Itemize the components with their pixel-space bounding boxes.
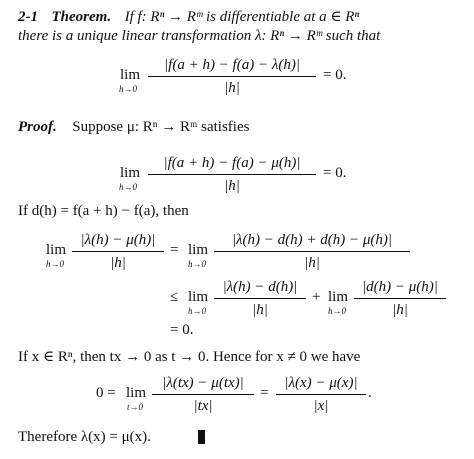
theorem-statement-line1: If f: Rⁿ → Rᵐ is differentiable at a ∈ Rⁿ [124, 9, 360, 25]
if-x-line: If x ∈ Rⁿ, then tx → 0 as t → 0. Hence for x ≠ 0 we have [18, 349, 361, 365]
eq3-r2b-lim-sub: h→0 [328, 306, 346, 316]
eq1-numerator: |f(a + h) − f(a) − λ(h)| [164, 57, 300, 73]
eq3-lhs-bar [72, 251, 164, 252]
eq3-lhs-lim: lim [46, 242, 67, 258]
eq3-r2a-bar [214, 298, 306, 299]
eq3-r1-bar [214, 251, 410, 252]
eq3-r1-lim-sub: h→0 [188, 259, 206, 269]
eq2-lim: lim [120, 165, 141, 181]
eq2-lim-sub: h→0 [119, 182, 137, 192]
eq4-denominator-2: |x| [313, 398, 329, 414]
eq3-zero: = 0. [170, 322, 194, 338]
define-d-line: If d(h) = f(a + h) − f(a), then [18, 203, 189, 219]
eq4-denominator: |tx| [193, 398, 213, 414]
proof-label: Proof. [18, 119, 57, 135]
eq3-r1-numerator: |λ(h) − d(h) + d(h) − μ(h)| [231, 232, 393, 248]
eq4-bar-2 [276, 394, 366, 395]
theorem-label: Theorem. [51, 9, 112, 25]
eq3-lhs-lim-sub: h→0 [46, 259, 64, 269]
eq3-r1-lim: lim [188, 242, 209, 258]
eq3-le: ≤ [170, 289, 179, 305]
eq3-r2a-numerator: |λ(h) − d(h)| [222, 279, 298, 295]
eq4-end: . [368, 385, 372, 401]
eq4-lim: lim [126, 385, 147, 401]
eq1-lim-sub: h→0 [119, 84, 137, 94]
eq1-denominator: |h| [224, 80, 240, 96]
eq4-lim-sub: t→0 [127, 402, 144, 412]
eq3-lhs-numerator: |λ(h) − μ(h)| [80, 232, 156, 248]
eq1-lim: lim [120, 67, 141, 83]
eq3-r2a-lim: lim [188, 289, 209, 305]
eq1-fraction-bar [148, 76, 316, 77]
proof-intro [18, 118, 249, 136]
eq3-r2a-lim-sub: h→0 [188, 306, 206, 316]
eq2-denominator: |h| [224, 178, 240, 194]
qed-box-icon [198, 430, 205, 444]
eq2-fraction-bar [148, 174, 316, 175]
eq2-numerator: |f(a + h) − f(a) − μ(h)| [163, 155, 301, 171]
theorem-number: 2-1 [18, 9, 38, 25]
eq2-rhs: = 0. [323, 165, 347, 181]
eq4-numerator-2: |λ(x) − μ(x)| [284, 375, 358, 391]
eq4-zero-eq: 0 = [96, 385, 116, 401]
eq3-r1-denominator: |h| [304, 255, 320, 271]
eq3-equals: = [170, 242, 179, 258]
conclusion-line: Therefore λ(x) = μ(x). [18, 429, 151, 445]
eq3-r2a-denominator: |h| [252, 302, 268, 318]
eq3-lhs-denominator: |h| [110, 255, 126, 271]
theorem-header [18, 8, 359, 26]
eq3-r2b-numerator: |d(h) − μ(h)| [362, 279, 438, 295]
eq3-plus: + [312, 289, 321, 305]
eq1-rhs: = 0. [323, 67, 347, 83]
proof-suppose: Suppose μ: Rⁿ → Rᵐ satisfies [72, 119, 250, 135]
eq4-equals: = [260, 385, 269, 401]
theorem-statement-line2: there is a unique linear transformation λ: Rⁿ → Rᵐ such that [18, 28, 381, 44]
eq3-r2b-bar [354, 298, 446, 299]
eq3-r2b-denominator: |h| [392, 302, 408, 318]
eq4-bar [152, 394, 254, 395]
eq4-numerator: |λ(tx) − μ(tx)| [162, 375, 244, 391]
eq3-r2b-lim: lim [328, 289, 349, 305]
